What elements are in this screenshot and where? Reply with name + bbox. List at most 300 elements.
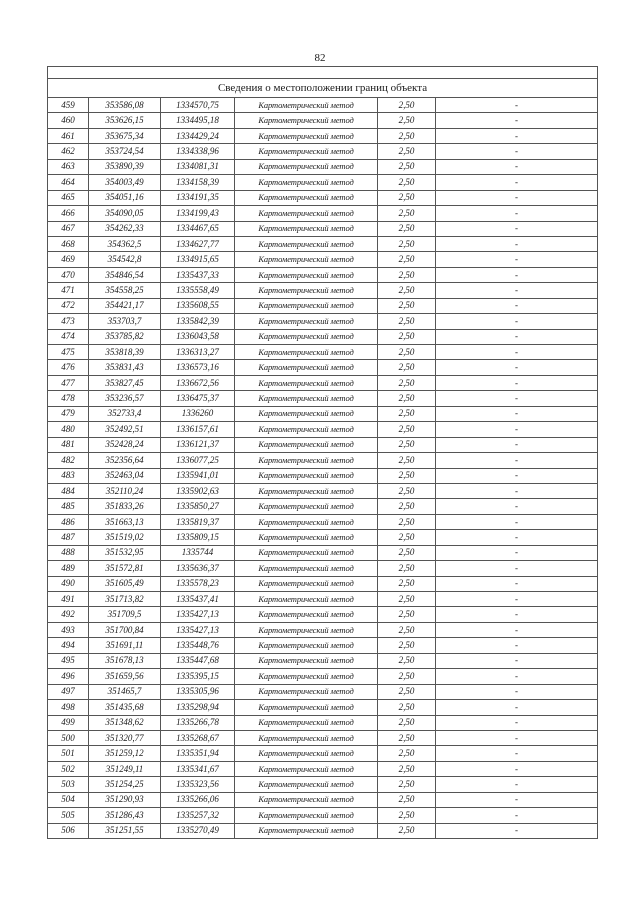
table-row: [48, 468, 598, 483]
x-coordinate-cell: 354051,16: [89, 190, 161, 205]
method-cell: Картометрический метод: [235, 252, 378, 267]
y-coordinate-cell: 1335395,15: [161, 669, 235, 684]
point-number-cell: 478: [48, 391, 89, 406]
y-coordinate-cell: 1334627,77: [161, 236, 235, 251]
table-row: [48, 545, 598, 560]
description-cell: -: [436, 329, 598, 344]
y-coordinate-cell: 1335636,37: [161, 561, 235, 576]
y-coordinate-cell: 1335341,67: [161, 761, 235, 776]
method-cell: Картометрический метод: [235, 236, 378, 251]
method-cell: Картометрический метод: [235, 730, 378, 745]
y-coordinate-cell: 1335809,15: [161, 530, 235, 545]
method-cell: Картометрический метод: [235, 406, 378, 421]
y-coordinate-cell: 1335941,01: [161, 468, 235, 483]
description-cell: -: [436, 468, 598, 483]
x-coordinate-cell: 351286,43: [89, 808, 161, 823]
table-row: [48, 283, 598, 298]
y-coordinate-cell: 1335266,06: [161, 792, 235, 807]
x-coordinate-cell: 353785,82: [89, 329, 161, 344]
precision-cell: 2,50: [378, 622, 436, 637]
point-number-cell: 472: [48, 298, 89, 313]
method-cell: Картометрический метод: [235, 360, 378, 375]
description-cell: -: [436, 592, 598, 607]
point-number-cell: 494: [48, 638, 89, 653]
x-coordinate-cell: 351254,25: [89, 777, 161, 792]
description-cell: -: [436, 669, 598, 684]
point-number-cell: 502: [48, 761, 89, 776]
table-row: [48, 314, 598, 329]
table-row: [48, 267, 598, 282]
point-number-cell: 473: [48, 314, 89, 329]
table-row: [48, 345, 598, 360]
method-cell: Картометрический метод: [235, 283, 378, 298]
precision-cell: 2,50: [378, 483, 436, 498]
method-cell: Картометрический метод: [235, 700, 378, 715]
description-cell: -: [436, 792, 598, 807]
y-coordinate-cell: 1335558,49: [161, 283, 235, 298]
method-cell: Картометрический метод: [235, 298, 378, 313]
x-coordinate-cell: 354003,49: [89, 175, 161, 190]
boundary-table: [47, 66, 598, 839]
point-number-cell: 484: [48, 483, 89, 498]
description-cell: -: [436, 761, 598, 776]
method-cell: Картометрический метод: [235, 468, 378, 483]
table-row: [48, 190, 598, 205]
precision-cell: 2,50: [378, 298, 436, 313]
precision-cell: 2,50: [378, 159, 436, 174]
table-row: [48, 761, 598, 776]
point-number-cell: 485: [48, 499, 89, 514]
precision-cell: 2,50: [378, 375, 436, 390]
method-cell: Картометрический метод: [235, 715, 378, 730]
x-coordinate-cell: 351320,77: [89, 730, 161, 745]
y-coordinate-cell: 1335305,96: [161, 684, 235, 699]
y-coordinate-cell: 1335351,94: [161, 746, 235, 761]
precision-cell: 2,50: [378, 761, 436, 776]
point-number-cell: 465: [48, 190, 89, 205]
table-row: [48, 561, 598, 576]
method-cell: Картометрический метод: [235, 638, 378, 653]
precision-cell: 2,50: [378, 144, 436, 159]
x-coordinate-cell: 351259,12: [89, 746, 161, 761]
precision-cell: 2,50: [378, 561, 436, 576]
method-cell: Картометрический метод: [235, 128, 378, 143]
table-row: [48, 483, 598, 498]
table-row: [48, 375, 598, 390]
y-coordinate-cell: 1335270,49: [161, 823, 235, 838]
description-cell: -: [436, 236, 598, 251]
x-coordinate-cell: 352428,24: [89, 437, 161, 452]
point-number-cell: 462: [48, 144, 89, 159]
point-number-cell: 503: [48, 777, 89, 792]
table-row: [48, 437, 598, 452]
precision-cell: 2,50: [378, 684, 436, 699]
method-cell: Картометрический метод: [235, 159, 378, 174]
point-number-cell: 460: [48, 113, 89, 128]
description-cell: -: [436, 422, 598, 437]
y-coordinate-cell: 1334915,65: [161, 252, 235, 267]
precision-cell: 2,50: [378, 514, 436, 529]
precision-cell: 2,50: [378, 669, 436, 684]
table-row: [48, 808, 598, 823]
description-cell: -: [436, 638, 598, 653]
table-row: [48, 236, 598, 251]
x-coordinate-cell: 354421,17: [89, 298, 161, 313]
precision-cell: 2,50: [378, 530, 436, 545]
method-cell: Картометрический метод: [235, 375, 378, 390]
x-coordinate-cell: 351348,62: [89, 715, 161, 730]
x-coordinate-cell: 353724,54: [89, 144, 161, 159]
precision-cell: 2,50: [378, 206, 436, 221]
x-coordinate-cell: 353586,08: [89, 98, 161, 113]
precision-cell: 2,50: [378, 792, 436, 807]
precision-cell: 2,50: [378, 700, 436, 715]
method-cell: Картометрический метод: [235, 669, 378, 684]
table-row: [48, 514, 598, 529]
precision-cell: 2,50: [378, 391, 436, 406]
y-coordinate-cell: 1335608,55: [161, 298, 235, 313]
x-coordinate-cell: 351678,13: [89, 653, 161, 668]
description-cell: -: [436, 700, 598, 715]
y-coordinate-cell: 1336672,56: [161, 375, 235, 390]
x-coordinate-cell: 351700,84: [89, 622, 161, 637]
y-coordinate-cell: 1334338,96: [161, 144, 235, 159]
description-cell: -: [436, 823, 598, 838]
description-cell: -: [436, 746, 598, 761]
method-cell: Картометрический метод: [235, 622, 378, 637]
precision-cell: 2,50: [378, 175, 436, 190]
method-cell: Картометрический метод: [235, 576, 378, 591]
point-number-cell: 461: [48, 128, 89, 143]
y-coordinate-cell: 1335902,63: [161, 483, 235, 498]
table-row: [48, 329, 598, 344]
description-cell: -: [436, 267, 598, 282]
description-cell: -: [436, 190, 598, 205]
point-number-cell: 477: [48, 375, 89, 390]
method-cell: Картометрический метод: [235, 453, 378, 468]
x-coordinate-cell: 352110,24: [89, 483, 161, 498]
x-coordinate-cell: 351691,11: [89, 638, 161, 653]
method-cell: Картометрический метод: [235, 561, 378, 576]
method-cell: Картометрический метод: [235, 777, 378, 792]
method-cell: Картометрический метод: [235, 653, 378, 668]
table-top-blank-row: [48, 67, 598, 79]
description-cell: -: [436, 437, 598, 452]
x-coordinate-cell: 354262,33: [89, 221, 161, 236]
point-number-cell: 488: [48, 545, 89, 560]
table-row: [48, 700, 598, 715]
x-coordinate-cell: 351519,02: [89, 530, 161, 545]
method-cell: Картометрический метод: [235, 545, 378, 560]
point-number-cell: 498: [48, 700, 89, 715]
table-row: [48, 453, 598, 468]
y-coordinate-cell: 1335298,94: [161, 700, 235, 715]
description-cell: -: [436, 483, 598, 498]
point-number-cell: 469: [48, 252, 89, 267]
precision-cell: 2,50: [378, 221, 436, 236]
x-coordinate-cell: 352733,4: [89, 406, 161, 421]
x-coordinate-cell: 354542,8: [89, 252, 161, 267]
table-row: [48, 653, 598, 668]
precision-cell: 2,50: [378, 267, 436, 282]
point-number-cell: 490: [48, 576, 89, 591]
point-number-cell: 499: [48, 715, 89, 730]
y-coordinate-cell: 1335257,32: [161, 808, 235, 823]
table-row: [48, 607, 598, 622]
description-cell: -: [436, 684, 598, 699]
y-coordinate-cell: 1335437,33: [161, 267, 235, 282]
description-cell: -: [436, 561, 598, 576]
y-coordinate-cell: 1336475,37: [161, 391, 235, 406]
point-number-cell: 470: [48, 267, 89, 282]
y-coordinate-cell: 1335427,13: [161, 622, 235, 637]
x-coordinate-cell: 353831,43: [89, 360, 161, 375]
description-cell: -: [436, 406, 598, 421]
point-number-cell: 476: [48, 360, 89, 375]
x-coordinate-cell: 351251,55: [89, 823, 161, 838]
point-number-cell: 491: [48, 592, 89, 607]
point-number-cell: 464: [48, 175, 89, 190]
precision-cell: 2,50: [378, 545, 436, 560]
method-cell: Картометрический метод: [235, 823, 378, 838]
description-cell: -: [436, 607, 598, 622]
x-coordinate-cell: 353890,39: [89, 159, 161, 174]
table-row: [48, 221, 598, 236]
x-coordinate-cell: 354362,5: [89, 236, 161, 251]
precision-cell: 2,50: [378, 607, 436, 622]
method-cell: Картометрический метод: [235, 329, 378, 344]
description-cell: -: [436, 221, 598, 236]
point-number-cell: 501: [48, 746, 89, 761]
y-coordinate-cell: 1335323,56: [161, 777, 235, 792]
x-coordinate-cell: 351572,81: [89, 561, 161, 576]
description-cell: -: [436, 391, 598, 406]
point-number-cell: 500: [48, 730, 89, 745]
description-cell: -: [436, 715, 598, 730]
x-coordinate-cell: 351532,95: [89, 545, 161, 560]
precision-cell: 2,50: [378, 236, 436, 251]
method-cell: Картометрический метод: [235, 422, 378, 437]
table-row: [48, 252, 598, 267]
point-number-cell: 466: [48, 206, 89, 221]
x-coordinate-cell: 352356,64: [89, 453, 161, 468]
point-number-cell: 479: [48, 406, 89, 421]
y-coordinate-cell: 1335850,27: [161, 499, 235, 514]
table-row: [48, 391, 598, 406]
point-number-cell: 493: [48, 622, 89, 637]
table-row: [48, 715, 598, 730]
table-row: [48, 159, 598, 174]
point-number-cell: 463: [48, 159, 89, 174]
table-row: [48, 730, 598, 745]
table-row: [48, 175, 598, 190]
table-row: [48, 298, 598, 313]
precision-cell: 2,50: [378, 252, 436, 267]
y-coordinate-cell: 1336121,37: [161, 437, 235, 452]
y-coordinate-cell: 1334467,65: [161, 221, 235, 236]
method-cell: Картометрический метод: [235, 684, 378, 699]
method-cell: Картометрический метод: [235, 499, 378, 514]
table-row: [48, 638, 598, 653]
method-cell: Картометрический метод: [235, 808, 378, 823]
precision-cell: 2,50: [378, 808, 436, 823]
method-cell: Картометрический метод: [235, 761, 378, 776]
table-title: Сведения о местоположении границ объекта: [48, 79, 598, 98]
description-cell: -: [436, 113, 598, 128]
description-cell: -: [436, 298, 598, 313]
description-cell: -: [436, 175, 598, 190]
description-cell: -: [436, 730, 598, 745]
point-number-cell: 459: [48, 98, 89, 113]
table-row: [48, 530, 598, 545]
x-coordinate-cell: 351465,7: [89, 684, 161, 699]
table-row: [48, 592, 598, 607]
page-number: 82: [314, 52, 326, 64]
description-cell: -: [436, 345, 598, 360]
y-coordinate-cell: 1335266,78: [161, 715, 235, 730]
point-number-cell: 482: [48, 453, 89, 468]
point-number-cell: 467: [48, 221, 89, 236]
point-number-cell: 489: [48, 561, 89, 576]
description-cell: -: [436, 206, 598, 221]
method-cell: Картометрический метод: [235, 792, 378, 807]
y-coordinate-cell: 1336313,27: [161, 345, 235, 360]
point-number-cell: 481: [48, 437, 89, 452]
precision-cell: 2,50: [378, 823, 436, 838]
point-number-cell: 486: [48, 514, 89, 529]
method-cell: Картометрический метод: [235, 437, 378, 452]
table-row: [48, 422, 598, 437]
table-row: [48, 499, 598, 514]
description-cell: -: [436, 530, 598, 545]
table-row: [48, 777, 598, 792]
precision-cell: 2,50: [378, 746, 436, 761]
precision-cell: 2,50: [378, 653, 436, 668]
precision-cell: 2,50: [378, 406, 436, 421]
x-coordinate-cell: 351833,26: [89, 499, 161, 514]
method-cell: Картометрический метод: [235, 746, 378, 761]
table-row: [48, 206, 598, 221]
point-number-cell: 492: [48, 607, 89, 622]
precision-cell: 2,50: [378, 128, 436, 143]
table-body: [48, 67, 598, 839]
precision-cell: 2,50: [378, 190, 436, 205]
x-coordinate-cell: 351659,56: [89, 669, 161, 684]
x-coordinate-cell: 351249,11: [89, 761, 161, 776]
x-coordinate-cell: 354090,05: [89, 206, 161, 221]
method-cell: Картометрический метод: [235, 267, 378, 282]
table-row: [48, 622, 598, 637]
y-coordinate-cell: 1334191,35: [161, 190, 235, 205]
table-row: [48, 360, 598, 375]
x-coordinate-cell: 351709,5: [89, 607, 161, 622]
precision-cell: 2,50: [378, 638, 436, 653]
precision-cell: 2,50: [378, 329, 436, 344]
y-coordinate-cell: 1336260: [161, 406, 235, 421]
point-number-cell: 468: [48, 236, 89, 251]
precision-cell: 2,50: [378, 314, 436, 329]
x-coordinate-cell: 351663,13: [89, 514, 161, 529]
y-coordinate-cell: 1335744: [161, 545, 235, 560]
method-cell: Картометрический метод: [235, 391, 378, 406]
method-cell: Картометрический метод: [235, 314, 378, 329]
method-cell: Картометрический метод: [235, 98, 378, 113]
y-coordinate-cell: 1334081,31: [161, 159, 235, 174]
table-row: [48, 669, 598, 684]
y-coordinate-cell: 1335427,13: [161, 607, 235, 622]
x-coordinate-cell: 353626,15: [89, 113, 161, 128]
description-cell: -: [436, 777, 598, 792]
precision-cell: 2,50: [378, 499, 436, 514]
point-number-cell: 471: [48, 283, 89, 298]
point-number-cell: 504: [48, 792, 89, 807]
method-cell: Картометрический метод: [235, 175, 378, 190]
method-cell: Картометрический метод: [235, 514, 378, 529]
x-coordinate-cell: 353236,57: [89, 391, 161, 406]
method-cell: Картометрический метод: [235, 592, 378, 607]
precision-cell: 2,50: [378, 345, 436, 360]
description-cell: -: [436, 375, 598, 390]
method-cell: Картометрический метод: [235, 345, 378, 360]
description-cell: -: [436, 576, 598, 591]
point-number-cell: 487: [48, 530, 89, 545]
y-coordinate-cell: 1336077,25: [161, 453, 235, 468]
y-coordinate-cell: 1334199,43: [161, 206, 235, 221]
precision-cell: 2,50: [378, 592, 436, 607]
point-number-cell: 496: [48, 669, 89, 684]
method-cell: Картометрический метод: [235, 607, 378, 622]
table-row: [48, 113, 598, 128]
table-row: [48, 576, 598, 591]
x-coordinate-cell: 353703,7: [89, 314, 161, 329]
precision-cell: 2,50: [378, 715, 436, 730]
precision-cell: 2,50: [378, 422, 436, 437]
y-coordinate-cell: 1335268,67: [161, 730, 235, 745]
point-number-cell: 495: [48, 653, 89, 668]
x-coordinate-cell: 352492,51: [89, 422, 161, 437]
y-coordinate-cell: 1335447,68: [161, 653, 235, 668]
x-coordinate-cell: 353818,39: [89, 345, 161, 360]
precision-cell: 2,50: [378, 113, 436, 128]
point-number-cell: 475: [48, 345, 89, 360]
description-cell: -: [436, 545, 598, 560]
table-row: [48, 823, 598, 838]
x-coordinate-cell: 354846,54: [89, 267, 161, 282]
description-cell: -: [436, 808, 598, 823]
description-cell: -: [436, 252, 598, 267]
description-cell: -: [436, 622, 598, 637]
precision-cell: 2,50: [378, 777, 436, 792]
method-cell: Картометрический метод: [235, 190, 378, 205]
y-coordinate-cell: 1334158,39: [161, 175, 235, 190]
x-coordinate-cell: 351605,49: [89, 576, 161, 591]
y-coordinate-cell: 1336573,16: [161, 360, 235, 375]
y-coordinate-cell: 1334495,18: [161, 113, 235, 128]
x-coordinate-cell: 354558,25: [89, 283, 161, 298]
x-coordinate-cell: 353675,34: [89, 128, 161, 143]
y-coordinate-cell: 1335842,39: [161, 314, 235, 329]
precision-cell: 2,50: [378, 453, 436, 468]
table-row: [48, 792, 598, 807]
description-cell: -: [436, 283, 598, 298]
x-coordinate-cell: 351435,68: [89, 700, 161, 715]
y-coordinate-cell: 1334570,75: [161, 98, 235, 113]
precision-cell: 2,50: [378, 437, 436, 452]
table-row: [48, 406, 598, 421]
x-coordinate-cell: 352463,04: [89, 468, 161, 483]
y-coordinate-cell: 1335578,23: [161, 576, 235, 591]
method-cell: Картометрический метод: [235, 113, 378, 128]
